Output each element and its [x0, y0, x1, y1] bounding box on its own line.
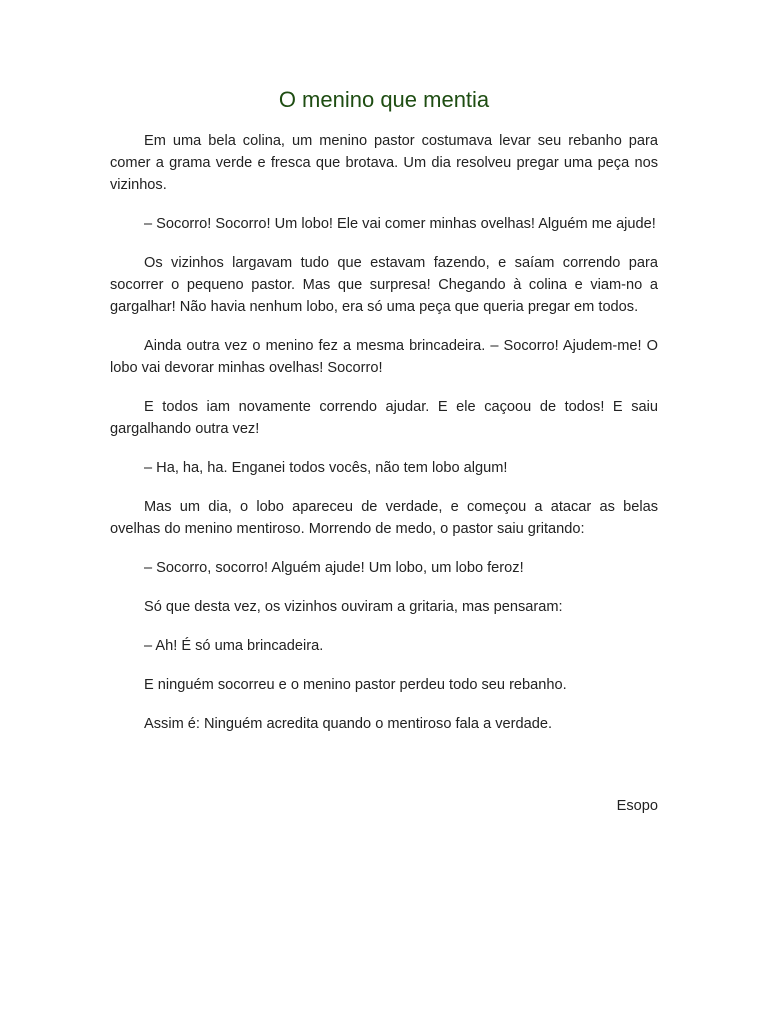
paragraph-11: E ninguém socorreu e o menino pastor perdeu todo seu rebanho.	[144, 677, 567, 693]
paragraph-8: – Socorro, socorro! Alguém ajude! Um lobo, um lobo feroz!	[144, 560, 524, 576]
paragraph-9: Só que desta vez, os vizinhos ouviram a gritaria, mas pensaram:	[144, 599, 563, 615]
paragraph-6: – Ha, ha, ha. Enganei todos vocês, não tem lobo algum!	[144, 460, 508, 476]
paragraph-5: E todos iam novamente correndo ajudar. E ele caçoou de todos! E saiu gargalhando outra vez!	[110, 399, 658, 437]
story-body	[110, 130, 658, 752]
paragraph-7: Mas um dia, o lobo apareceu de verdade, e começou a atacar as belas ovelhas do menino mentiroso. Morrendo de medo, o pastor saiu gritando:	[110, 499, 658, 537]
document-title: O menino que mentia	[278, 87, 490, 112]
paragraph-2: – Socorro! Socorro! Um lobo! Ele vai comer minhas ovelhas! Alguém me ajude!	[144, 216, 656, 232]
paragraph-3: Os vizinhos largavam tudo que estavam fazendo, e saíam correndo para socorrer o pequeno pastor. Mas que surpresa! Chegando à colina e viam-no a gargalhar! Não havia nenhum lobo, era só uma peça que queria pregar em todos.	[110, 255, 658, 315]
author-signature: Esopo	[616, 798, 658, 814]
paragraph-10: – Ah! É só uma brincadeira.	[144, 638, 324, 654]
paragraph-4: Ainda outra vez o menino fez a mesma brincadeira. – Socorro! Ajudem-me! O lobo vai devorar minhas ovelhas! Socorro!	[110, 338, 658, 376]
paragraph-12: Assim é: Ninguém acredita quando o mentiroso fala a verdade.	[144, 716, 553, 732]
paragraph-1: Em uma bela colina, um menino pastor costumava levar seu rebanho para comer a grama verde e fresca que brotava. Um dia resolveu pregar uma peça nos vizinhos.	[110, 133, 658, 193]
